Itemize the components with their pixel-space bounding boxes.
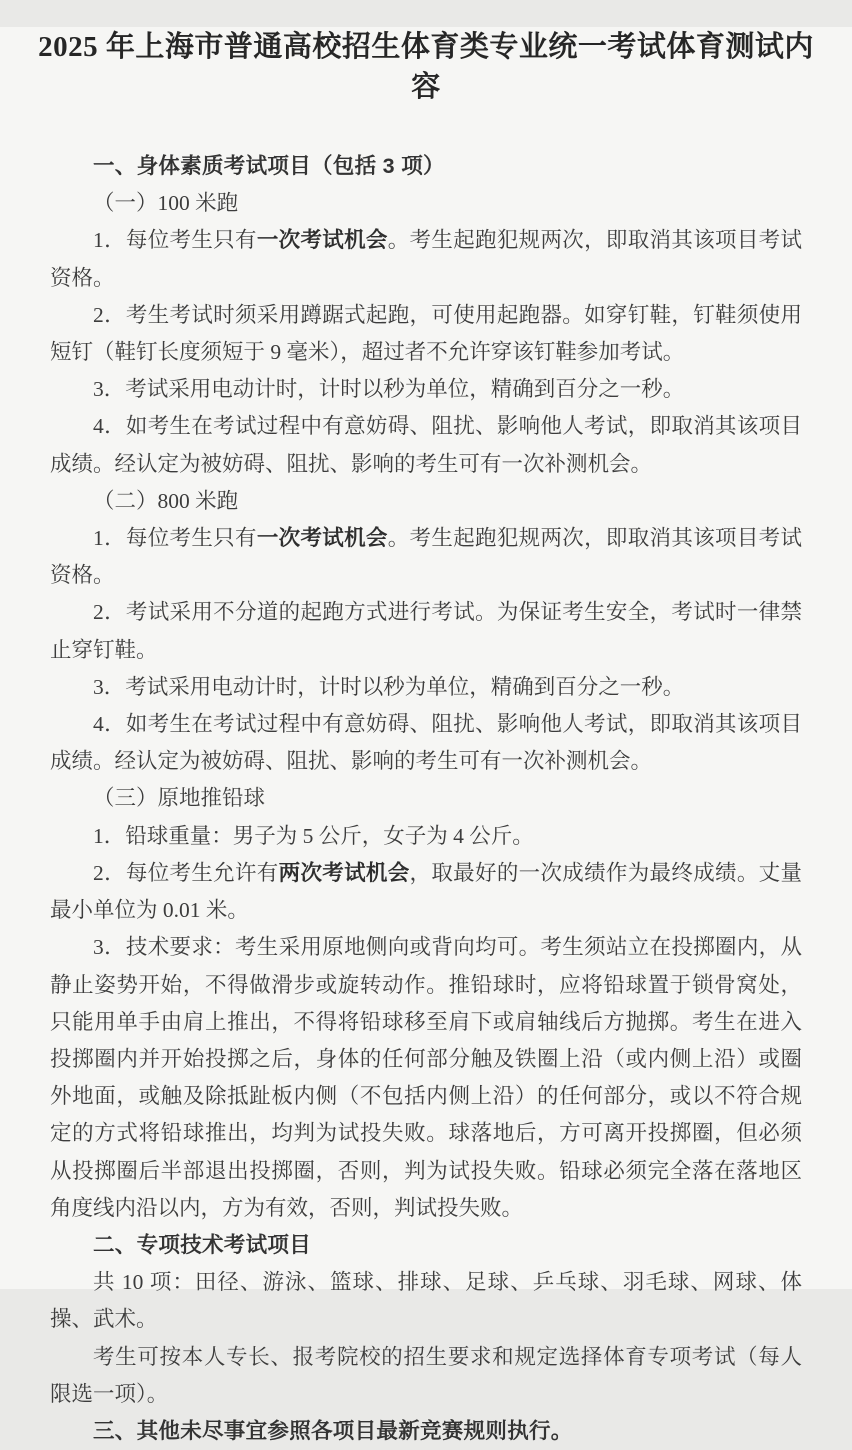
- text-run: 一、身体素质考试项目（包括 3 项）: [93, 154, 445, 179]
- paragraph: [50, 1339, 802, 1413]
- paragraph: [50, 297, 802, 371]
- text-run: 3．技术要求：考生采用原地侧向或背向均可。考生须站立在投掷圈内，从静止姿势开始，不得做滑步或旋转动作。推铅球时，应将铅球置于锁骨窝处，只能用单手由肩上推出，不得将铅球移至肩下或肩轴线后方抛掷。考生在进入投掷圈内并开始投掷之后，身体的任何部分触及铁圈上沿（或内侧上沿）或圈外地面，或触及除抵趾板内侧（不包括内侧上沿）的任何部分，或以不符合规定的方式将铅球推出，均判为试投失败。球落地后，方可离开投掷圈，但必须从投掷圈后半部退出投掷圈，否则，判为试投失败。铅球必须完全落在落地区角度线内沿以内，方为有效，否则，判试投失败。: [50, 935, 802, 1220]
- document-body: [50, 148, 802, 1450]
- paragraph: [50, 780, 802, 817]
- text-run: ，取最好的一次成绩作为最终成绩。丈量最小单位为 0.01 米。: [50, 860, 802, 923]
- bold-text-run: 一次考试机会: [256, 526, 388, 551]
- text-run: 共 10 项：田径、游泳、篮球、排球、足球、乒乓球、羽毛球、网球、体操、武术。: [50, 1270, 802, 1332]
- text-run: 二、专项技术考试项目: [93, 1232, 312, 1257]
- text-run: （三）原地推铅球: [93, 786, 266, 811]
- text-run: （一）100 米跑: [93, 191, 239, 216]
- paragraph: [50, 222, 802, 296]
- text-run: 考生可按本人专长、报考院校的招生要求和规定选择体育专项考试（每人限选一项）。: [50, 1344, 802, 1406]
- text-run: 1．每位考生只有: [93, 526, 257, 551]
- text-run: 2．每位考生允许有: [93, 860, 279, 885]
- text-run: 2．考生考试时须采用蹲踞式起跑，可使用起跑器。如穿钉鞋，钉鞋须使用短钉（鞋钉长度须短于 9 毫米），超过者不允许穿该钉鞋参加考试。: [50, 302, 802, 365]
- bold-text-run: 一次考试机会: [256, 228, 388, 253]
- paragraph: [50, 818, 802, 855]
- paragraph: [50, 1264, 802, 1338]
- paragraph: [50, 371, 802, 408]
- paragraph: [50, 520, 802, 594]
- text-run: 。考生起跑犯规两次，即取消其该项目考试资格。: [50, 526, 802, 588]
- section-heading: [50, 1413, 802, 1450]
- text-run: 3．考试采用电动计时，计时以秒为单位，精确到百分之一秒。: [93, 377, 685, 402]
- paragraph: [50, 669, 802, 706]
- bold-text-run: 两次考试机会: [278, 860, 410, 885]
- text-run: 2．考试采用不分道的起跑方式进行考试。为保证考生安全，考试时一律禁止穿钉鞋。: [50, 600, 802, 662]
- text-run: 1．铅球重量：男子为 5 公斤，女子为 4 公斤。: [93, 823, 534, 848]
- section-heading: [50, 1227, 802, 1264]
- paragraph: [50, 483, 802, 520]
- paragraph: [50, 706, 802, 780]
- text-run: 1．每位考生只有: [93, 228, 257, 253]
- text-run: 4．如考生在考试过程中有意妨碍、阻扰、影响他人考试，即取消其该项目成绩。经认定为被妨碍、阻扰、影响的考生可有一次补测机会。: [50, 414, 802, 476]
- section-heading: [50, 148, 802, 185]
- text-run: 。考生起跑犯规两次，即取消其该项目考试资格。: [50, 228, 802, 290]
- text-run: （二）800 米跑: [93, 488, 239, 513]
- paragraph: [50, 855, 802, 929]
- text-run: 三、其他未尽事宜参照各项目最新竞赛规则执行。: [93, 1418, 573, 1443]
- document-page: [0, 27, 852, 1443]
- text-run: 3．考试采用电动计时，计时以秒为单位，精确到百分之一秒。: [93, 674, 685, 699]
- paragraph: [50, 929, 802, 1227]
- paragraph: [50, 594, 802, 668]
- text-run: 4．如考生在考试过程中有意妨碍、阻扰、影响他人考试，即取消其该项目成绩。经认定为被妨碍、阻扰、影响的考生可有一次补测机会。: [50, 712, 802, 774]
- page-title: 2025 年上海市普通高校招生体育类专业统一考试体育测试内容: [38, 31, 814, 104]
- paragraph: [50, 408, 802, 482]
- paragraph: [50, 185, 802, 222]
